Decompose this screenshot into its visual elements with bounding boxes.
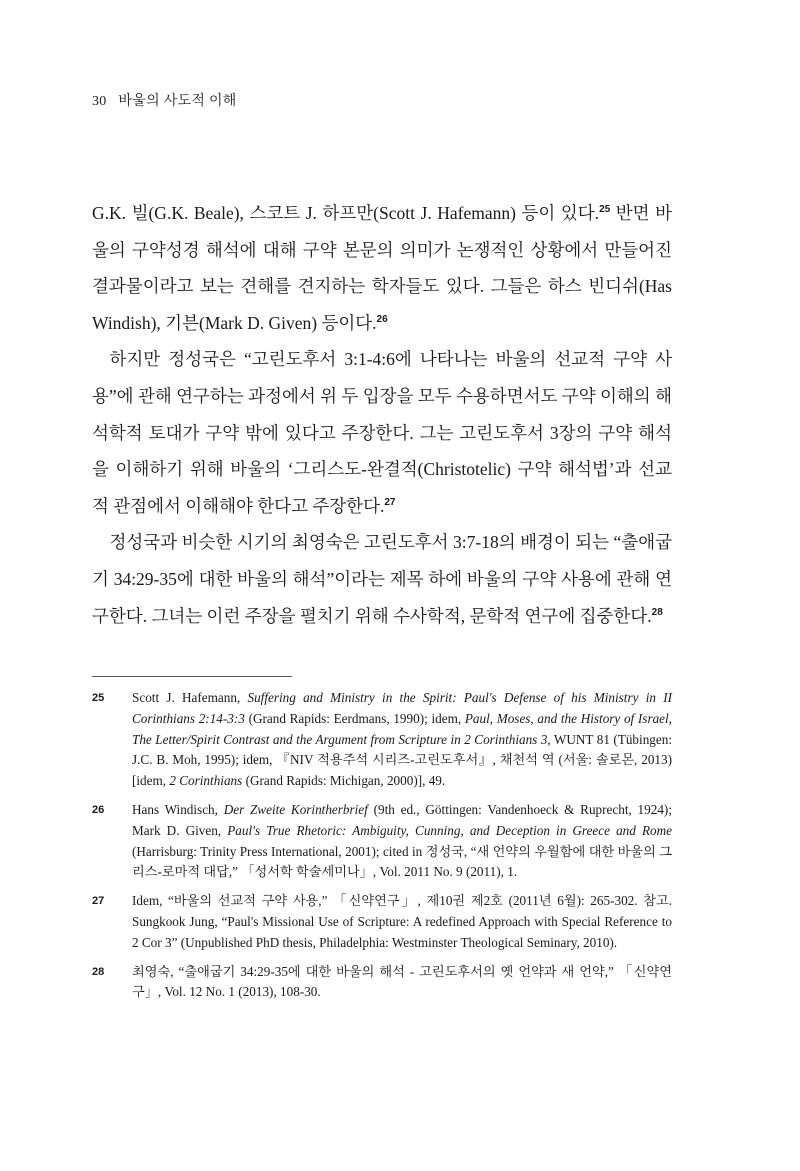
paragraph-3-text: 정성국과 비슷한 시기의 최영숙은 고린도후서 3:7-18의 배경이 되는 “출애굽기 34:29-35에 대한 바울의 해석”이라는 제목 하에 바울의 구약 사용에 관해 연구한다. 그녀는 이런 주장을 펼치기 위해 수사학적, 문학적 연구에 집중한다. (92, 532, 672, 626)
body-text (92, 195, 672, 634)
footnote-ref-27[interactable]: 27 (384, 496, 396, 508)
footnote-segment: Scott J. Hafemann, (132, 690, 248, 705)
paragraph-1-part1: G.K. 빌(G.K. Beale), 스코트 J. 하프만(Scott J. Hafemann) 등이 있다. (92, 203, 600, 223)
paragraph-3 (92, 524, 672, 634)
footnote-27 (92, 891, 672, 953)
footnote-number: 26 (92, 803, 105, 816)
footnote-title-italic: 2 Corinthians (169, 773, 243, 789)
footnote-text (132, 800, 672, 883)
footnote-segment: (Grand Rapids: Eerdmans, 1990); idem, (244, 710, 465, 726)
footnote-ref-26[interactable]: 26 (376, 313, 388, 325)
footnote-title-italic: Paul's True Rhetoric: Ambiguity, Cunning, and Deception in Greece and Rome (227, 822, 672, 838)
footnote-separator (92, 676, 292, 677)
footnote-text (132, 688, 672, 792)
footnote-number: 25 (92, 692, 105, 704)
footnote-segment: (Harrisburg: Trinity Press International, 2001); cited in 정성국, “새 언약의 우월함에 대한 바울의 그리스-로마적 대답,” 「성서학 학술세미나」, Vol. 2011 No. 9 (2011), 1. (132, 843, 672, 880)
running-title: 바울의 사도적 이해 (118, 94, 237, 109)
footnote-number: 28 (92, 965, 105, 978)
page-number: 30 (92, 94, 107, 109)
footnote-26 (92, 800, 672, 883)
paragraph-1 (92, 195, 672, 341)
footnote-segment: (9th ed., Göttingen: Vandenhoeck & Ruprecht, 1924); Mark D. Given, (132, 801, 672, 838)
footnote-segment: WUNT 81 (Tübingen: J.C. B. Moh, 1995); idem, 『NIV 적용주석 시리즈-고린도후서』, 채천석 역 (서울: 솔로몬, 2013)[idem, (132, 731, 672, 789)
footnote-ref-25[interactable]: 25 (599, 204, 611, 215)
footnote-28 (92, 962, 672, 1004)
footnote-ref-28[interactable]: 28 (651, 606, 663, 618)
footnote-text: Idem, “바울의 선교적 구약 사용,” 「신약연구」, 제10권 제2호 (2011년 6월): 265-302. 참고. Sungkook Jung, “Paul's Missional Use of Scripture: A redefined Approach with Special Reference to 2 Cor 3” (Unpublished PhD thesis, Philadelphia: Westminster Theological Seminary, 2010). (132, 893, 672, 950)
footnote-title-italic: Suffering and Ministry in the Spirit: Paul's Defense of his Ministry in II Corinthians 2:14-3:3 (132, 690, 672, 726)
footnote-title-italic: Der Zweite Korintherbrief (223, 801, 368, 817)
footnote-title-italic: Paul, Moses, and the History of Israel, The Letter/Spirit Contrast and the Argument from Scripture in 2 Corinthians 3, (132, 710, 672, 747)
paragraph-2-text: 하지만 정성국은 “고린도후서 3:1-4:6에 나타나는 바울의 선교적 구약 사용”에 관해 연구하는 과정에서 위 두 입장을 모두 수용하면서도 구약 이해의 해석학적 토대가 구약 밖에 있다고 주장한다. 그는 고린도후서 3장의 구약 해석을 이해하기 위해 바울의 ‘그리스도-완결적(Christotelic) 구약 해석법’과 선교적 관점에서 이해해야 한다고 주장한다. (92, 349, 672, 516)
running-header (92, 90, 237, 110)
footnote-text: 최영숙, “출애굽기 34:29-35에 대한 바울의 해석 - 고린도후서의 옛 언약과 새 언약,” 「신약연구」, Vol. 12 No. 1 (2013), 108-30. (132, 963, 672, 1000)
paragraph-2 (92, 341, 672, 524)
footnote-number: 27 (92, 895, 105, 908)
footnote-segment: (Grand Rapids: Michigan, 2000)], 49. (242, 773, 446, 789)
footnotes (92, 688, 672, 1011)
footnote-25 (92, 688, 672, 792)
footnote-segment: Hans Windisch, (132, 801, 224, 817)
paragraph-1-part2: 반면 바울의 구약성경 해석에 대해 구약 본문의 의미가 논쟁적인 상황에서 만들어진 결과물이라고 보는 견해를 견지하는 학자들도 있다. 그들은 하스 빈디쉬(Has Windish), 기븐(Mark D. Given) 등이다. (92, 203, 672, 333)
